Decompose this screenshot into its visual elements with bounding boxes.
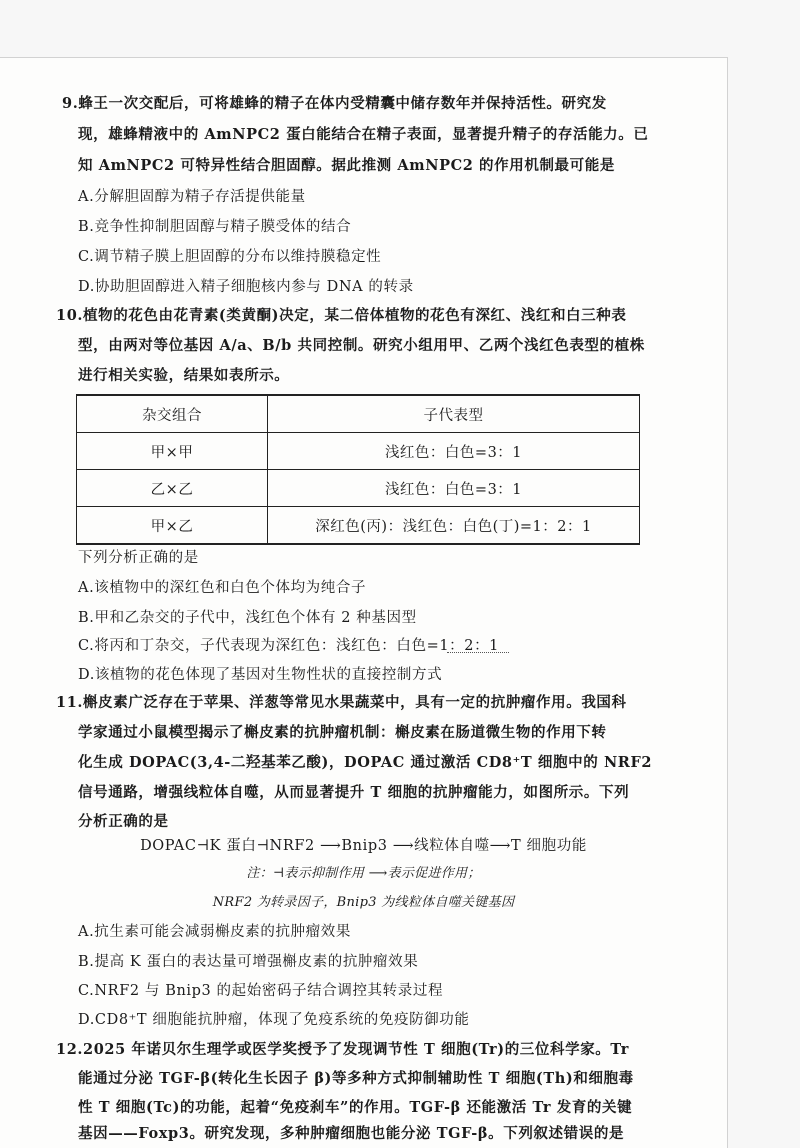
table-cell-offspring: 深红色(丙)：浅红色：白色(丁)=1：2：1 <box>268 507 640 545</box>
q11-option-a: A.抗生素可能会减弱槲皮素的抗肿瘤效果 <box>78 924 351 940</box>
q9-option-d: D.协助胆固醇进入精子细胞核内参与 DNA 的转录 <box>78 279 414 295</box>
table-cell-cross: 甲×乙 <box>77 507 268 545</box>
table-header-offspring: 子代表型 <box>268 395 640 433</box>
q9-stem-line-1: 9.蜂王一次交配后，可将雄蜂的精子在体内受精囊中储存数年并保持活性。研究发 <box>62 95 607 112</box>
q11-stem-line-3: 化生成 DOPAC(3,4-二羟基苯乙酸)，DOPAC 通过激活 CD8⁺T 细胞中的 NRF2 <box>78 754 653 771</box>
q11-stem-line-1: 11.槲皮素广泛存在于苹果、洋葱等常见水果蔬菜中，具有一定的抗肿瘤作用。我国科 <box>56 694 627 711</box>
q11-stem-line-2: 学家通过小鼠模型揭示了槲皮素的抗肿瘤机制：槲皮素在肠道微生物的作用下转 <box>78 724 607 741</box>
pencil-underline-mark <box>447 651 509 653</box>
table-cell-offspring: 浅红色：白色=3：1 <box>268 470 640 507</box>
table-row <box>77 470 640 507</box>
q9-option-c: C.调节精子膜上胆固醇的分布以维持膜稳定性 <box>78 249 382 265</box>
q10-stem-line-1: 10.植物的花色由花青素(类黄酮)决定，某二倍体植物的花色有深红、浅红和白三种表 <box>56 307 627 324</box>
table-cell-offspring: 浅红色：白色=3：1 <box>268 433 640 470</box>
q12-stem-line-4: 基因——Foxp3。研究发现，多种肿瘤细胞也能分泌 TGF-β。下列叙述错误的是 <box>78 1125 625 1142</box>
table-row <box>77 433 640 470</box>
q11-option-c: C.NRF2 与 Bnip3 的起始密码子结合调控其转录过程 <box>78 983 444 999</box>
q9-stem-line-2: 现，雄蜂精液中的 AmNPC2 蛋白能结合在精子表面，显著提升精子的存活能力。已 <box>78 126 649 143</box>
q9-option-a: A.分解胆固醇为精子存活提供能量 <box>78 189 306 205</box>
table-cell-cross: 乙×乙 <box>77 470 268 507</box>
q10-option-d: D.该植物的花色体现了基因对生物性状的直接控制方式 <box>78 667 443 683</box>
table-row <box>77 507 640 545</box>
q9-stem-line-3: 知 AmNPC2 可特异性结合胆固醇。据此推测 AmNPC2 的作用机制最可能是 <box>78 157 615 174</box>
q11-stem-line-5: 分析正确的是 <box>78 813 169 830</box>
pathway-note-1: 注：⊣表示抑制作用 ⟶表示促进作用； <box>246 866 481 881</box>
q12-stem-line-2: 能通过分泌 TGF-β(转化生长因子 β)等多种方式抑制辅助性 T 细胞(Th)和细胞毒 <box>78 1070 634 1087</box>
q12-stem-line-3: 性 T 细胞(Tc)的功能，起着“免疫刹车”的作用。TGF-β 还能激活 Tr 发育的关键 <box>78 1099 633 1116</box>
table-header-row <box>77 395 640 433</box>
q10-stem-line-2: 型，由两对等位基因 A/a、B/b 共同控制。研究小组用甲、乙两个浅红色表型的植株 <box>78 337 645 354</box>
q10-question-stem: 下列分析正确的是 <box>78 550 199 566</box>
q10-option-c: C.将丙和丁杂交，子代表现为深红色：浅红色：白色=1：2：1 <box>78 638 500 654</box>
table-header-cross: 杂交组合 <box>77 395 268 433</box>
q11-stem-line-4: 信号通路，增强线粒体自噬，从而显著提升 T 细胞的抗肿瘤能力，如图所示。下列 <box>78 784 630 801</box>
q9-option-b: B.竞争性抑制胆固醇与精子膜受体的结合 <box>78 219 352 235</box>
q10-option-b: B.甲和乙杂交的子代中，浅红色个体有 2 种基因型 <box>78 610 417 626</box>
q10-stem-line-3: 进行相关实验，结果如表所示。 <box>78 367 290 384</box>
q12-stem-line-1: 12.2025 年诺贝尔生理学或医学奖授予了发现调节性 T 细胞(Tr)的三位科学家。Tr <box>56 1041 629 1058</box>
q11-option-b: B.提高 K 蛋白的表达量可增强槲皮素的抗肿瘤效果 <box>78 954 419 970</box>
pathway-diagram: DOPAC⊣K 蛋白⊣NRF2 ⟶Bnip3 ⟶线粒体自噬⟶T 细胞功能 <box>140 838 587 854</box>
q10-option-a: A.该植物中的深红色和白色个体均为纯合子 <box>78 580 367 596</box>
cross-results-table <box>76 394 640 545</box>
q11-option-d: D.CD8⁺T 细胞能抗肿瘤，体现了免疫系统的免疫防御功能 <box>78 1012 470 1028</box>
pathway-note-2: NRF2 为转录因子，Bnip3 为线粒体自噬关键基因 <box>212 895 515 910</box>
table-cell-cross: 甲×甲 <box>77 433 268 470</box>
